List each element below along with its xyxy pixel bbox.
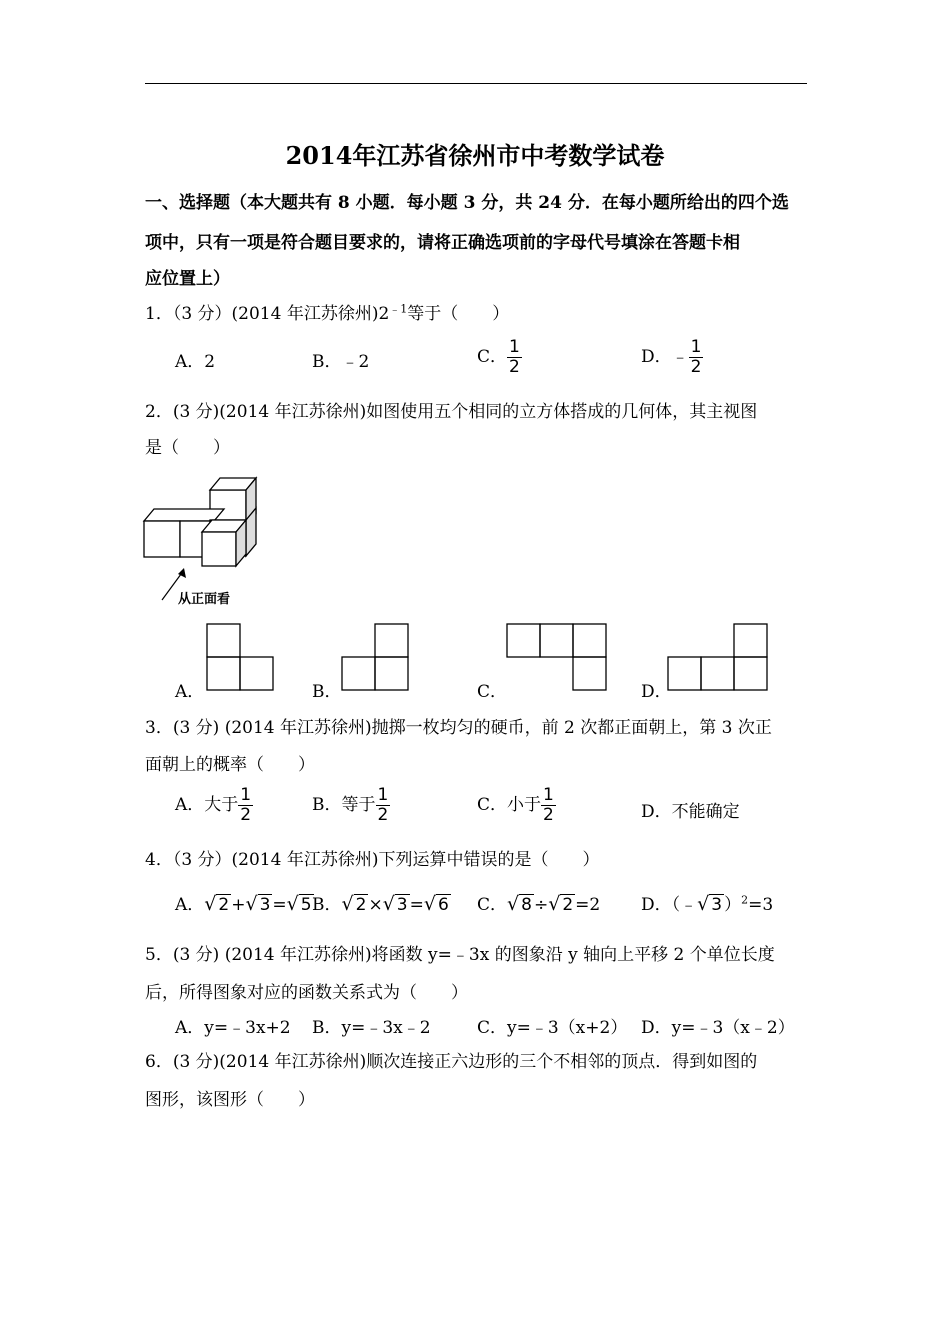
q4-option-a xyxy=(175,890,314,915)
q4-option-c-label: C． xyxy=(477,895,508,915)
question-1 xyxy=(145,299,509,324)
q1-option-c-fraction xyxy=(507,338,522,377)
q3-option-b-label: B．等于 xyxy=(312,795,376,815)
fraction-numerator: 1 xyxy=(240,785,252,805)
q4-option-c-result: =2 xyxy=(575,895,601,915)
question-5-line2: 后，所得图象对应的函数关系式为（ ） xyxy=(145,983,468,1003)
section-heading-line1: 一、选择题（本大题共有 8 小题．每小题 3 分，共 24 分．在每小题所给出的四个选 xyxy=(145,193,789,213)
fraction-denominator: 2 xyxy=(377,805,389,825)
equals-sign: = xyxy=(272,895,287,915)
sqrt-3: √ 3 xyxy=(382,893,408,915)
close-paren: ） xyxy=(724,895,742,915)
fraction-denominator: 2 xyxy=(690,357,702,377)
times-sign: × xyxy=(368,895,383,915)
q4-option-b xyxy=(312,890,451,915)
fraction-numerator: 1 xyxy=(377,785,389,805)
q4-option-c xyxy=(477,890,600,915)
q1-option-c xyxy=(477,338,522,377)
fraction-denominator: 2 xyxy=(509,357,520,377)
question-1-exponent: ﹣1 xyxy=(389,302,408,316)
q3-option-c-fraction xyxy=(541,786,556,825)
q3-option-a xyxy=(175,786,253,825)
q2-option-a-label: A． xyxy=(175,682,205,702)
sqrt-2: √ 2 xyxy=(548,893,574,915)
page-title: 2014年江苏省徐州市中考数学试卷 xyxy=(285,141,665,170)
sqrt-5: √ 5 xyxy=(286,893,312,915)
q5-option-d: D．y=﹣3（x﹣2） xyxy=(641,1018,795,1038)
q5-option-b: B．y=﹣3x﹣2 xyxy=(312,1018,431,1038)
q3-option-c-label: C．小于 xyxy=(477,795,542,815)
q4-option-d-label: D． xyxy=(641,895,672,915)
fraction-numerator: 1 xyxy=(543,785,554,805)
q1-option-d xyxy=(641,338,703,377)
q2-option-b-label: B． xyxy=(312,682,342,702)
exponent: 2 xyxy=(741,893,749,907)
plus-sign: + xyxy=(231,895,246,915)
q4-option-d xyxy=(641,890,773,915)
q2-option-a-figure xyxy=(205,622,277,694)
q2-option-c-figure xyxy=(505,622,610,694)
q3-option-b-fraction xyxy=(376,786,391,825)
view-direction-label: 从正面看 xyxy=(178,592,231,607)
q2-option-c-label: C． xyxy=(477,682,508,702)
section-heading-line2: 项中，只有一项是符合题目要求的，请将正确选项前的字母代号填涂在答题卡相 xyxy=(145,233,740,253)
sqrt-2: √ 2 xyxy=(204,893,230,915)
sqrt-3: √ 3 xyxy=(697,893,723,915)
fraction-numerator: 1 xyxy=(509,337,520,357)
q5-option-a: A．y=﹣3x+2 xyxy=(175,1018,291,1038)
divide-sign: ÷ xyxy=(533,895,549,915)
q4-option-a-label: A． xyxy=(175,895,205,915)
q3-option-c xyxy=(477,786,556,825)
equals-sign: = xyxy=(409,895,424,915)
q1-option-b: B．﹣2 xyxy=(312,352,370,372)
question-6-line1: 6．(3 分)(2014 年江苏徐州)顺次连接正六边形的三个不相邻的顶点．得到如图的 xyxy=(145,1052,758,1072)
sqrt-2: √ 2 xyxy=(341,893,367,915)
q1-option-d-fraction xyxy=(689,338,704,377)
question-2-line1: 2．(3 分)(2014 年江苏徐州)如图使用五个相同的立方体搭成的几何体，其主视图 xyxy=(145,402,758,422)
sqrt-6: √ 6 xyxy=(423,893,449,915)
header-rule xyxy=(145,83,807,84)
q1-option-d-label: D．﹣ xyxy=(641,347,689,367)
q3-option-b xyxy=(312,786,390,825)
fraction-numerator: 1 xyxy=(690,337,702,357)
q3-option-d: D．不能确定 xyxy=(641,802,740,822)
q2-option-d-label: D． xyxy=(641,682,672,702)
sqrt-8: √ 8 xyxy=(507,893,532,915)
open-paren: （﹣ xyxy=(671,895,698,915)
q4-option-d-result: =3 xyxy=(748,895,774,915)
question-3-line2: 面朝上的概率（ ） xyxy=(145,755,315,775)
question-6-line2: 图形，该图形（ ） xyxy=(145,1090,315,1110)
q3-option-a-label: A．大于 xyxy=(175,795,239,815)
q5-option-c: C．y=﹣3（x+2） xyxy=(477,1018,628,1038)
section-heading-line3: 应位置上） xyxy=(145,269,230,289)
question-1-tail: 等于（ ） xyxy=(407,304,510,324)
question-2-line2: 是（ ） xyxy=(145,438,230,458)
fraction-denominator: 2 xyxy=(240,805,252,825)
question-3-line1: 3．(3 分) (2014 年江苏徐州)抛掷一枚均匀的硬币，前 2 次都正面朝上，第 3 次正 xyxy=(145,718,772,738)
q2-option-d-figure xyxy=(666,622,771,694)
question-4: 4．（3 分）(2014 年江苏徐州)下列运算中错误的是（ ） xyxy=(145,850,600,870)
q3-option-a-fraction xyxy=(238,786,253,825)
question-5-line1: 5．(3 分) (2014 年江苏徐州)将函数 y=﹣3x 的图象沿 y 轴向上平移 2 个单位长度 xyxy=(145,945,775,965)
q4-option-b-label: B． xyxy=(312,895,342,915)
sqrt-3: √ 3 xyxy=(245,893,271,915)
q1-option-a: A．2 xyxy=(175,352,216,372)
fraction-denominator: 2 xyxy=(543,805,554,825)
q1-option-c-label: C． xyxy=(477,347,508,367)
q2-option-b-figure xyxy=(340,622,412,694)
question-1-stem: 1．（3 分）(2014 年江苏徐州)2 xyxy=(145,304,390,324)
